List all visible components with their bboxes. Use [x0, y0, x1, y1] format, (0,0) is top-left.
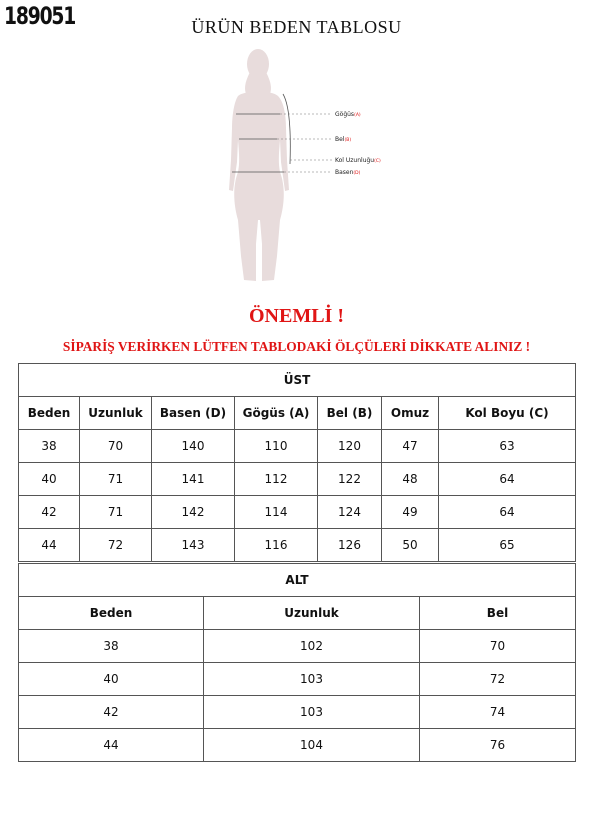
table-cell: 141 — [152, 463, 235, 496]
table-cell: 71 — [80, 496, 152, 529]
bottom-header-row — [19, 597, 576, 630]
chest-label: Göğüs — [335, 111, 355, 118]
top-section-header: ÜST — [19, 364, 576, 397]
table-row — [19, 663, 576, 696]
sleeve-length-label: Kol Uzunluğu — [335, 157, 375, 164]
table-row — [19, 496, 576, 529]
column-header: Basen (D) — [152, 397, 235, 430]
table-cell: 48 — [382, 463, 439, 496]
table-cell: 38 — [19, 630, 204, 663]
table-cell: 74 — [420, 696, 576, 729]
svg-text:Göğüs(A): Göğüs(A) — [335, 111, 361, 118]
table-cell: 49 — [382, 496, 439, 529]
column-header: Beden — [19, 397, 80, 430]
page-title: ÜRÜN BEDEN TABLOSU — [191, 17, 402, 37]
table-cell: 104 — [204, 729, 420, 762]
hip-label: Basen — [335, 169, 354, 176]
top-header-row — [19, 397, 576, 430]
table-row — [19, 430, 576, 463]
bottom-size-table — [18, 563, 576, 762]
table-cell: 64 — [439, 496, 576, 529]
column-header: Uzunluk — [204, 597, 420, 630]
body-measurement-figure — [200, 44, 400, 294]
table-cell: 76 — [420, 729, 576, 762]
top-size-table — [18, 363, 576, 562]
table-cell: 64 — [439, 463, 576, 496]
table-cell: 50 — [382, 529, 439, 562]
table-cell: 47 — [382, 430, 439, 463]
table-cell: 44 — [19, 729, 204, 762]
svg-text:Bel(B): Bel(B) — [335, 136, 352, 143]
table-cell: 103 — [204, 663, 420, 696]
table-cell: 65 — [439, 529, 576, 562]
column-header: Beden — [19, 597, 204, 630]
table-cell: 103 — [204, 696, 420, 729]
table-cell: 42 — [19, 496, 80, 529]
column-header: Uzunluk — [80, 397, 152, 430]
table-cell: 112 — [235, 463, 318, 496]
column-header: Kol Boyu (C) — [439, 397, 576, 430]
important-heading: ÖNEMLİ ! — [249, 305, 344, 327]
column-header: Omuz — [382, 397, 439, 430]
table-cell: 72 — [80, 529, 152, 562]
waist-label: Bel — [335, 136, 345, 143]
table-cell: 143 — [152, 529, 235, 562]
table-cell: 122 — [318, 463, 382, 496]
column-header: Bel (B) — [318, 397, 382, 430]
table-cell: 114 — [235, 496, 318, 529]
table-cell: 70 — [420, 630, 576, 663]
column-header: Bel — [420, 597, 576, 630]
table-row — [19, 729, 576, 762]
table-row — [19, 529, 576, 562]
column-header: Gögüs (A) — [235, 397, 318, 430]
bottom-section-header: ALT — [19, 564, 576, 597]
table-cell: 40 — [19, 663, 204, 696]
table-cell: 126 — [318, 529, 382, 562]
table-cell: 72 — [420, 663, 576, 696]
table-cell: 71 — [80, 463, 152, 496]
table-cell: 70 — [80, 430, 152, 463]
table-cell: 63 — [439, 430, 576, 463]
table-cell: 124 — [318, 496, 382, 529]
table-cell: 42 — [19, 696, 204, 729]
table-cell: 102 — [204, 630, 420, 663]
svg-text:Kol Uzunluğu(C): Kol Uzunluğu(C) — [335, 157, 381, 164]
table-cell: 142 — [152, 496, 235, 529]
table-row — [19, 463, 576, 496]
table-cell: 44 — [19, 529, 80, 562]
svg-text:Basen(D): Basen(D) — [335, 169, 361, 176]
table-cell: 110 — [235, 430, 318, 463]
female-silhouette-icon — [229, 49, 289, 281]
table-cell: 40 — [19, 463, 80, 496]
table-cell: 38 — [19, 430, 80, 463]
warning-text: SİPARİŞ VERİRKEN LÜTFEN TABLODAKİ ÖLÇÜLERİ DİKKATE ALINIZ ! — [62, 339, 531, 354]
table-cell: 140 — [152, 430, 235, 463]
table-cell: 116 — [235, 529, 318, 562]
table-row — [19, 696, 576, 729]
product-code: 189051 — [4, 2, 76, 30]
table-cell: 120 — [318, 430, 382, 463]
table-row — [19, 630, 576, 663]
